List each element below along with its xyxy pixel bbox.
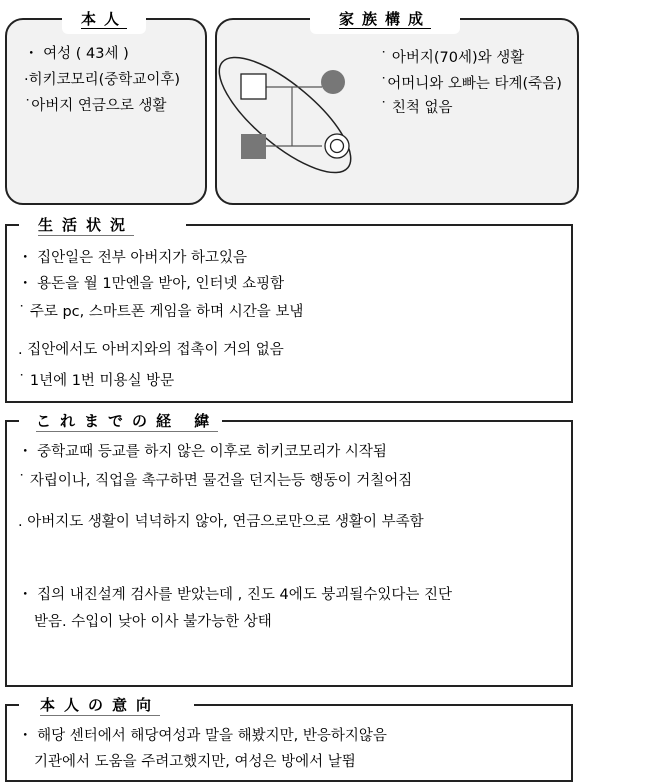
genogram-diagram xyxy=(215,55,375,185)
mother-symbol xyxy=(321,70,345,94)
living-item: ・ 용돈을 월 1만엔을 받아, 인터넷 쇼핑함 xyxy=(18,276,285,292)
living-item: ˙ 1년에 1번 미용실 방문 xyxy=(18,373,175,389)
self-item: ・ 여성 ( 43세 ) xyxy=(24,46,129,62)
history-title: これまでの経 緯 xyxy=(36,412,219,430)
history-item: ・ 중학교때 등교를 하지 않은 이후로 히키코모리가 시작됨 xyxy=(18,444,387,460)
self-title-text: 本人 xyxy=(80,10,127,28)
family-title xyxy=(310,8,460,34)
self-item: ˙아버지 연금으로 생활 xyxy=(24,98,167,114)
household-ellipse xyxy=(215,55,367,185)
self-item: ·히키코모리(중학교이후) xyxy=(24,72,180,88)
intention-title: 本人の意向 xyxy=(40,696,161,714)
brother-symbol xyxy=(241,134,266,159)
history-item: ˙ 자립이나, 직업을 촉구하면 물건을 던지는등 행동이 거칠어짐 xyxy=(18,473,413,489)
living-item: ・ 집안일은 전부 아버지가 하고있음 xyxy=(18,250,248,266)
family-item: ˙ 아버지(70세)와 생활 xyxy=(380,50,525,66)
intention-item: 기관에서 도움을 주려고했지만, 여성은 방에서 날뜀 xyxy=(34,754,356,770)
history-item: ・ 집의 내진설계 검사를 받았는데 , 진도 4에도 붕괴될수있다는 진단 xyxy=(18,587,452,603)
living-title: 生活状況 xyxy=(38,216,135,234)
history-item: 받음. 수입이 낮아 이사 불가능한 상태 xyxy=(34,614,272,630)
family-item: ˙ 친척 없음 xyxy=(380,100,453,116)
intention-item: ・ 해당 센터에서 해당여성과 말을 해봤지만, 반응하지않음 xyxy=(18,728,387,744)
family-title-text: 家族構成 xyxy=(338,10,431,28)
living-item: . 집안에서도 아버지와의 접촉이 거의 없음 xyxy=(18,342,284,358)
father-symbol xyxy=(241,74,266,99)
family-item: ˙어머니와 오빠는 타계(죽음) xyxy=(380,76,562,92)
living-item: ˙ 주로 pc, 스마트폰 게임을 하며 시간을 보냄 xyxy=(18,304,304,320)
self-title xyxy=(62,8,146,34)
history-item: . 아버지도 생활이 넉넉하지 않아, 연금으로만으로 생활이 부족함 xyxy=(18,514,424,530)
